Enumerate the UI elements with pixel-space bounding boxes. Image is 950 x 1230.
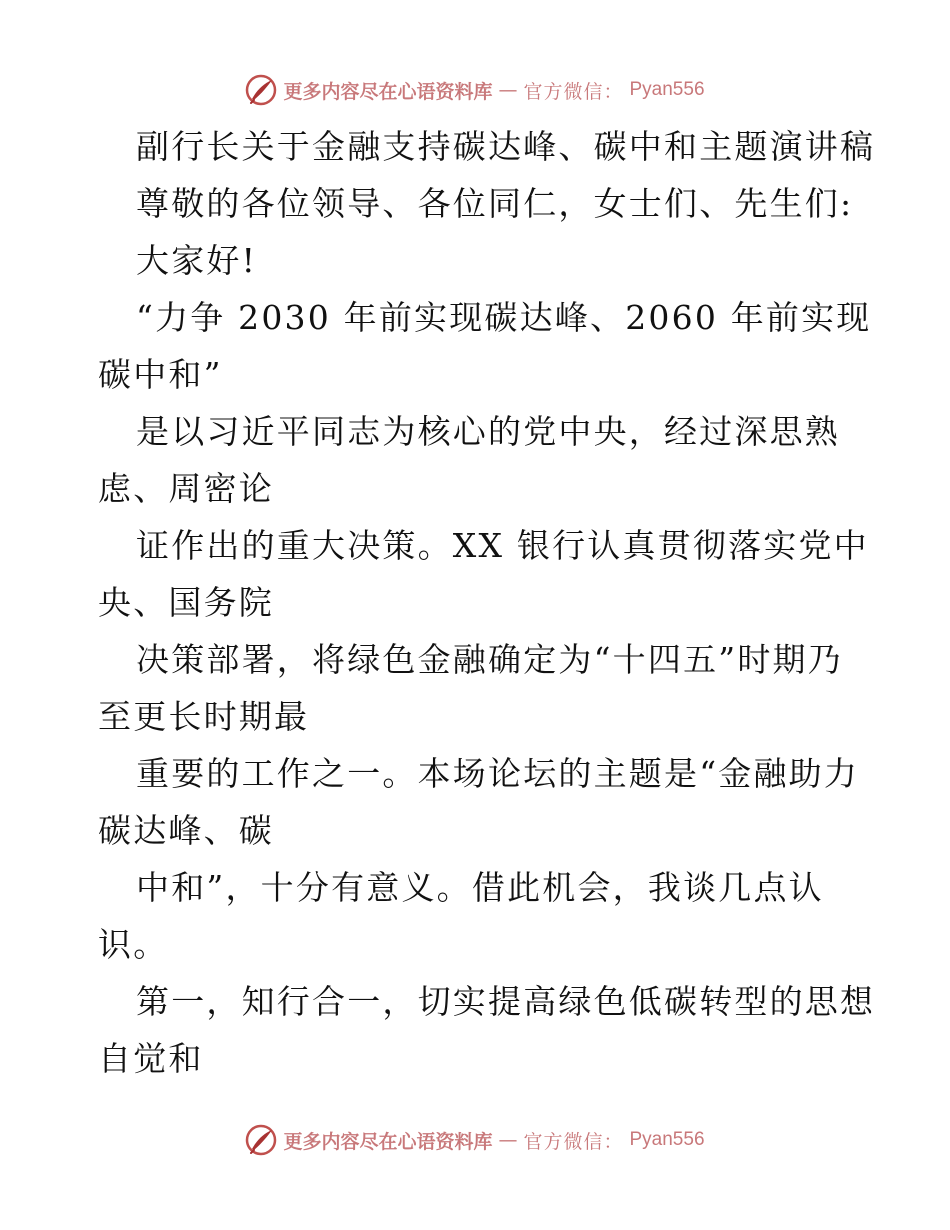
- text-line: 重要的工作之一。本场论坛的主题是“金融助力: [136, 754, 860, 793]
- banner-wechat-id: Pyan556: [629, 79, 705, 100]
- banner-dash: —: [498, 1129, 518, 1151]
- text-line: 第一，知行合一，切实提高绿色低碳转型的思想: [136, 982, 876, 1021]
- banner-site-text: 更多内容尽在心语资料库: [283, 1130, 493, 1153]
- quill-logo-icon: [245, 1124, 277, 1156]
- banner-wechat-label: 官方微信：: [523, 1130, 624, 1153]
- banner-dash: —: [498, 79, 518, 101]
- document-title: 副行长关于金融支持碳达峰、碳中和主题演讲稿: [136, 127, 876, 166]
- text-line: 央、国务院: [98, 583, 274, 622]
- text-line: 大家好!: [136, 241, 258, 280]
- document-body: [98, 118, 876, 1087]
- text-line: “力争 2030 年前实现碳达峰、2060 年前实现: [136, 298, 872, 337]
- text-line: 识。: [98, 925, 169, 964]
- text-line: 中和”，十分有意义。借此机会，我谈几点认: [136, 868, 824, 907]
- text-line: 尊敬的各位领导、各位同仁，女士们、先生们:: [136, 184, 854, 223]
- banner-site-text: 更多内容尽在心语资料库: [283, 80, 493, 103]
- text-line: 决策部署，将绿色金融确定为“十四五”时期乃: [136, 640, 843, 679]
- text-line: 是以习近平同志为核心的党中央，经过深思熟: [136, 412, 840, 451]
- text-line: 碳中和”: [98, 355, 223, 394]
- text-line: 虑、周密论: [98, 469, 274, 508]
- text-line: 证作出的重大决策。XX 银行认真贯彻落实党中: [136, 526, 869, 565]
- text-line: 自觉和: [98, 1039, 204, 1078]
- text-line: 碳达峰、碳: [98, 811, 274, 850]
- header-watermark-banner: [0, 70, 950, 110]
- footer-watermark-banner: [0, 1120, 950, 1160]
- banner-wechat-label: 官方微信：: [523, 80, 624, 103]
- banner-wechat-id: Pyan556: [629, 1129, 705, 1150]
- quill-logo-icon: [245, 74, 277, 106]
- text-line: 至更长时期最: [98, 697, 310, 736]
